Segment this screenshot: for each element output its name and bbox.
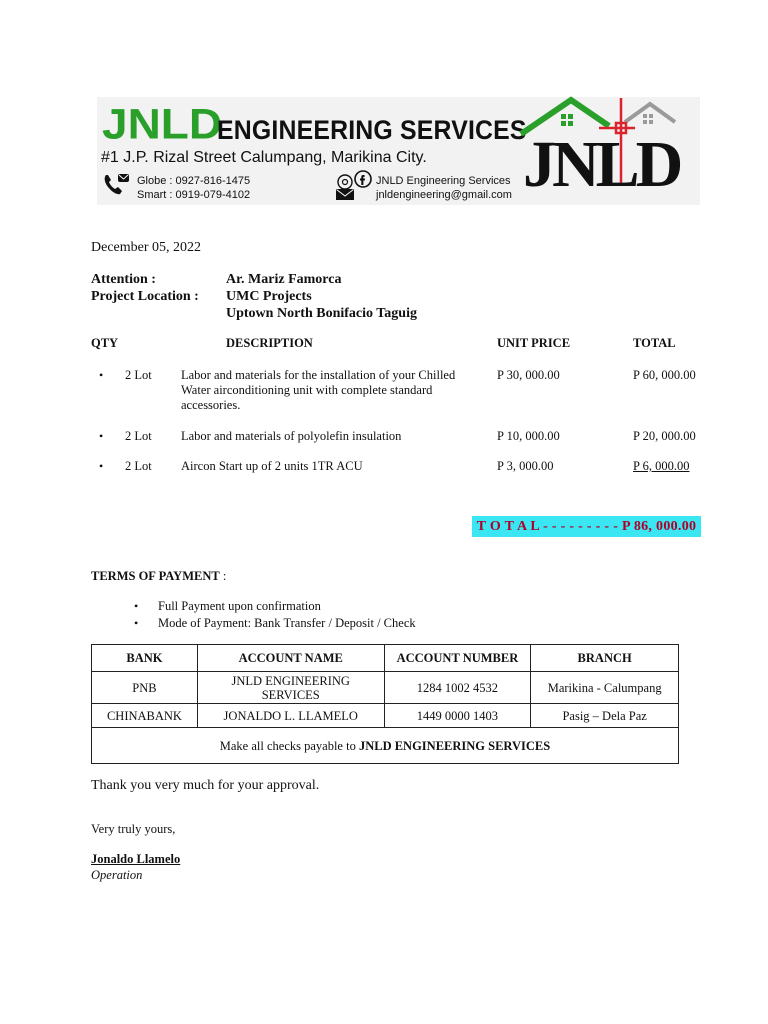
cell-account-number: 1284 1002 4532: [384, 672, 531, 704]
item-total: P 60, 000.00: [633, 368, 696, 382]
header-description: DESCRIPTION: [226, 336, 313, 350]
item-bullet: •: [99, 459, 104, 473]
cell-bank: PNB: [92, 672, 198, 704]
cell-branch: Pasig – Dela Paz: [531, 704, 679, 728]
cell-account-number: 1449 0000 1403: [384, 704, 531, 728]
table-row: [92, 672, 679, 704]
project-location-line1: UMC Projects: [226, 289, 312, 304]
item-qty: 2 Lot: [125, 459, 152, 473]
terms-item-full-payment: Full Payment upon confirmation: [158, 599, 321, 613]
item-total: P 20, 000.00: [633, 429, 696, 443]
col-header-bank: BANK: [92, 645, 198, 672]
terms-label: TERMS OF PAYMENT: [91, 569, 220, 583]
letter-date: December 05, 2022: [91, 240, 202, 255]
terms-bullet: •: [134, 616, 139, 630]
header-qty: QTY: [91, 336, 119, 350]
terms-item-mode-of-payment: Mode of Payment: Bank Transfer / Deposit / Check: [158, 616, 416, 630]
item-qty: 2 Lot: [125, 429, 152, 443]
jnld-house-logo: [517, 94, 700, 202]
header-total: TOTAL: [633, 336, 676, 350]
header-unit-price: UNIT PRICE: [497, 336, 571, 350]
globe-number: Globe : 0927-816-1475: [137, 175, 251, 187]
company-address: #1 J.P. Rizal Street Calumpang, Marikina City.: [101, 149, 427, 166]
attention-value: Ar. Mariz Famorca: [226, 272, 342, 287]
cell-account-name: JONALDO L. LLAMELO: [197, 704, 384, 728]
item-unit-price: P 3, 000.00: [497, 459, 554, 473]
item-description-line: Aircon Start up of 2 units 1TR ACU: [181, 459, 363, 473]
item-bullet: •: [99, 429, 104, 443]
bank-accounts-table: [91, 644, 679, 764]
item-unit-price: P 30, 000.00: [497, 368, 560, 382]
col-header-account-number: ACCOUNT NUMBER: [384, 645, 531, 672]
cell-account-name: JNLD ENGINEERING SERVICES: [197, 672, 384, 704]
attention-label: Attention :: [91, 272, 156, 287]
table-header-row: [92, 645, 679, 672]
cell-bank: CHINABANK: [92, 704, 198, 728]
brand-jnld: JNLD: [102, 100, 223, 148]
phone-icon: [102, 172, 132, 198]
smart-number: Smart : 0919-079-4102: [137, 189, 251, 201]
item-total: P 6, 000.00: [633, 459, 690, 473]
terms-heading: [91, 569, 226, 585]
terms-bullet: •: [134, 599, 139, 613]
checks-payable-note: [92, 728, 679, 764]
col-header-account-name: ACCOUNT NAME: [197, 645, 384, 672]
project-location-line2: Uptown North Bonifacio Taguig: [226, 306, 417, 321]
logo-letters: JNLD: [523, 128, 680, 201]
col-header-branch: BRANCH: [531, 645, 679, 672]
valediction: Very truly yours,: [91, 822, 176, 836]
cell-branch: Marikina - Calumpang: [531, 672, 679, 704]
table-footer-row: [92, 728, 679, 764]
signatory-name: Jonaldo Llamelo: [91, 852, 181, 866]
checks-payable-name: JNLD ENGINEERING SERVICES: [358, 738, 551, 753]
item-description-line: Labor and materials of polyolefin insulation: [181, 429, 402, 443]
terms-colon: :: [219, 569, 227, 583]
item-unit-price: P 10, 000.00: [497, 429, 560, 443]
table-row: [92, 704, 679, 728]
item-qty: 2 Lot: [125, 368, 152, 382]
signatory-title: Operation: [91, 868, 143, 882]
grand-total: T O T A L - - - - - - - - - P 86, 000.00: [472, 516, 701, 537]
project-location-label: Project Location :: [91, 289, 199, 304]
item-description-line: Labor and materials for the installation of your Chilled: [181, 368, 456, 382]
item-description-line: accessories.: [181, 398, 241, 412]
item-bullet: •: [99, 368, 104, 382]
company-email: jnldengineering@gmail.com: [376, 189, 512, 201]
facebook-email-icon: [334, 169, 374, 201]
item-description-line: Water airconditioning unit with complete standard: [181, 383, 433, 397]
facebook-page: JNLD Engineering Services: [376, 175, 511, 187]
checks-payable-prefix: Make all checks payable to: [219, 738, 359, 753]
thank-you-line: Thank you very much for your approval.: [91, 778, 320, 793]
brand-engineering-services: ENGINEERING SERVICES: [217, 115, 527, 145]
